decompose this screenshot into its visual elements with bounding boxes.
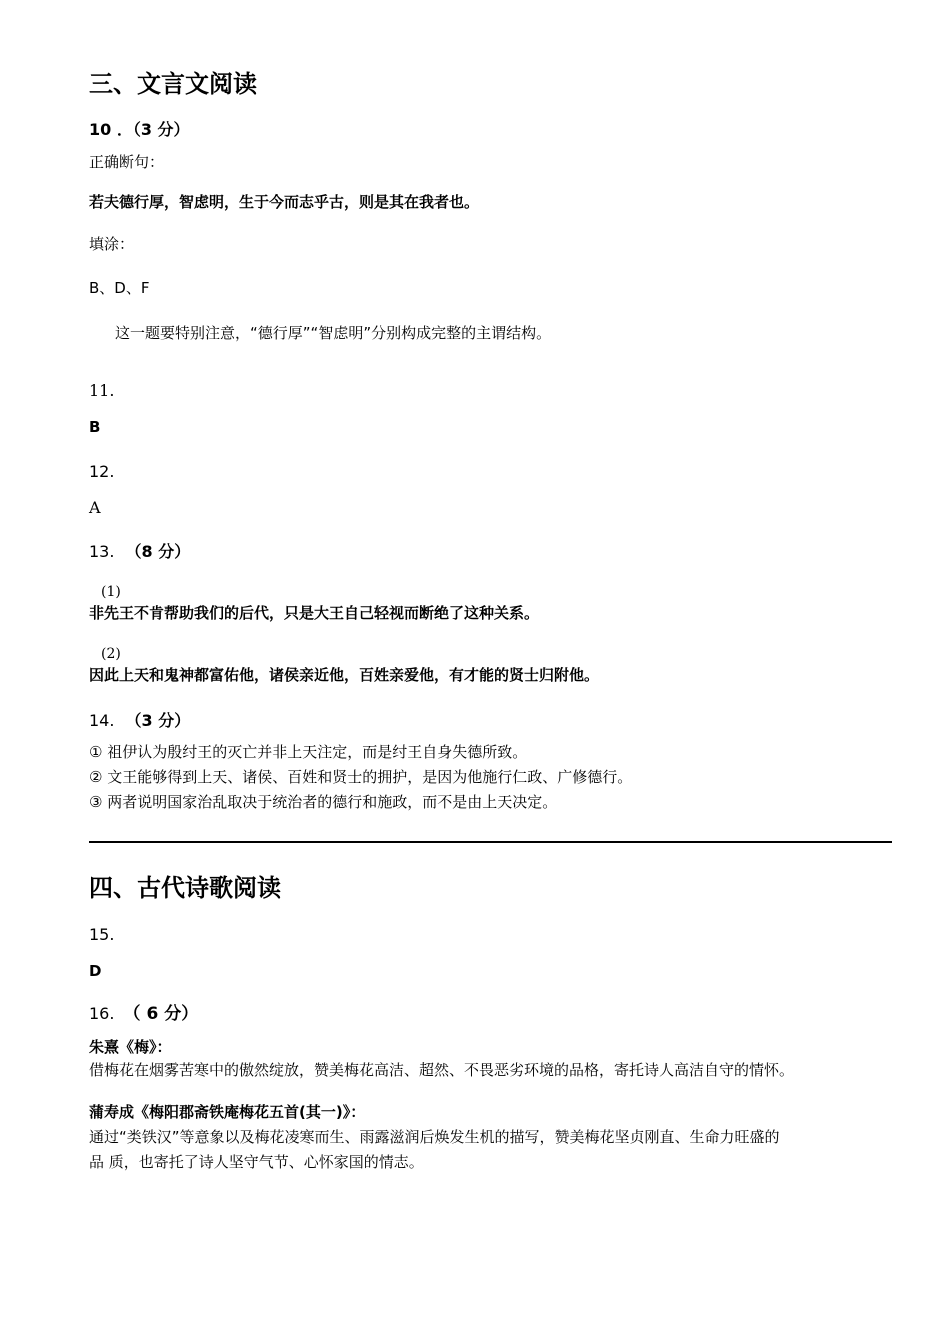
- q14-score: （3 分）: [125, 711, 191, 730]
- q10-fill-answer: B、D、F: [89, 279, 150, 297]
- q14-point-1: ① 祖伊认为殷纣王的灭亡并非上天注定，而是纣王自身失德所致。: [89, 743, 528, 761]
- question-14-label: [89, 711, 190, 730]
- q10-break-label: 正确断句：: [89, 153, 165, 171]
- question-16-label: [89, 1004, 198, 1024]
- section-divider: [89, 841, 892, 843]
- q13-part2-answer: 因此上天和鬼神都富佑他，诸侯亲近他，百姓亲爱他，有才能的贤士归附他。: [89, 666, 600, 684]
- q16-poem2-analysis-line1: 通过“类铁汉”等意象以及梅花凌寒而生、雨露滋润后焕发生机的描写，赞美梅花坚贞刚直、生命力旺盛的: [89, 1128, 780, 1146]
- q14-number: 14.: [89, 711, 115, 730]
- section-heading-ancient-poetry: 四、古代诗歌阅读: [89, 874, 281, 902]
- question-13-label: [89, 542, 190, 561]
- section-heading-classical-chinese: 三、文言文阅读: [89, 70, 257, 98]
- q16-poem1-analysis: 借梅花在烟雾苦寒中的傲然绽放，赞美梅花高洁、超然、不畏恶劣环境的品格，寄托诗人高洁自守的情怀。: [89, 1061, 795, 1079]
- q13-score: （8 分）: [125, 542, 191, 561]
- q14-point-3: ③ 两者说明国家治乱取决于统治者的德行和施政，而不是由上天决定。: [89, 793, 558, 811]
- q10-break-answer: 若夫德行厚，智虑明，生于今而志乎古，则是其在我者也。: [89, 193, 480, 211]
- q12-answer: A: [89, 498, 101, 517]
- q10-fill-label: 填涂：: [89, 235, 135, 253]
- q13-number: 13.: [89, 542, 115, 561]
- q16-poem1-title: 朱熹《梅》：: [89, 1038, 172, 1056]
- q16-score: （ 6 分）: [123, 1004, 199, 1024]
- q13-part2-label: (2): [101, 646, 121, 662]
- q10-note: 这一题要特别注意，“德行厚”“智虑明”分别构成完整的主谓结构。: [115, 324, 552, 342]
- q14-point-2: ② 文王能够得到上天、诸侯、百姓和贤士的拥护，是因为他施行仁政、广修德行。: [89, 768, 633, 786]
- q13-part1-label: (1): [101, 584, 121, 600]
- q15-answer: D: [89, 962, 102, 980]
- question-15-label: 15.: [89, 925, 115, 944]
- q16-poem2-title: 蒲寿成《梅阳郡斋铁庵梅花五首(其一)》：: [89, 1103, 366, 1121]
- q16-number: 16.: [89, 1004, 115, 1023]
- question-10-label: 10 ．（3 分）: [89, 120, 190, 139]
- q11-answer: B: [89, 418, 101, 436]
- question-11-label: 11.: [89, 381, 115, 400]
- question-12-label: 12.: [89, 462, 115, 481]
- q13-part1-answer: 非先王不肯帮助我们的后代，只是大王自己轻视而断绝了这种关系。: [89, 604, 540, 622]
- q16-poem2-analysis-line2: 品 质，也寄托了诗人坚守气节、心怀家国的情志。: [89, 1153, 424, 1171]
